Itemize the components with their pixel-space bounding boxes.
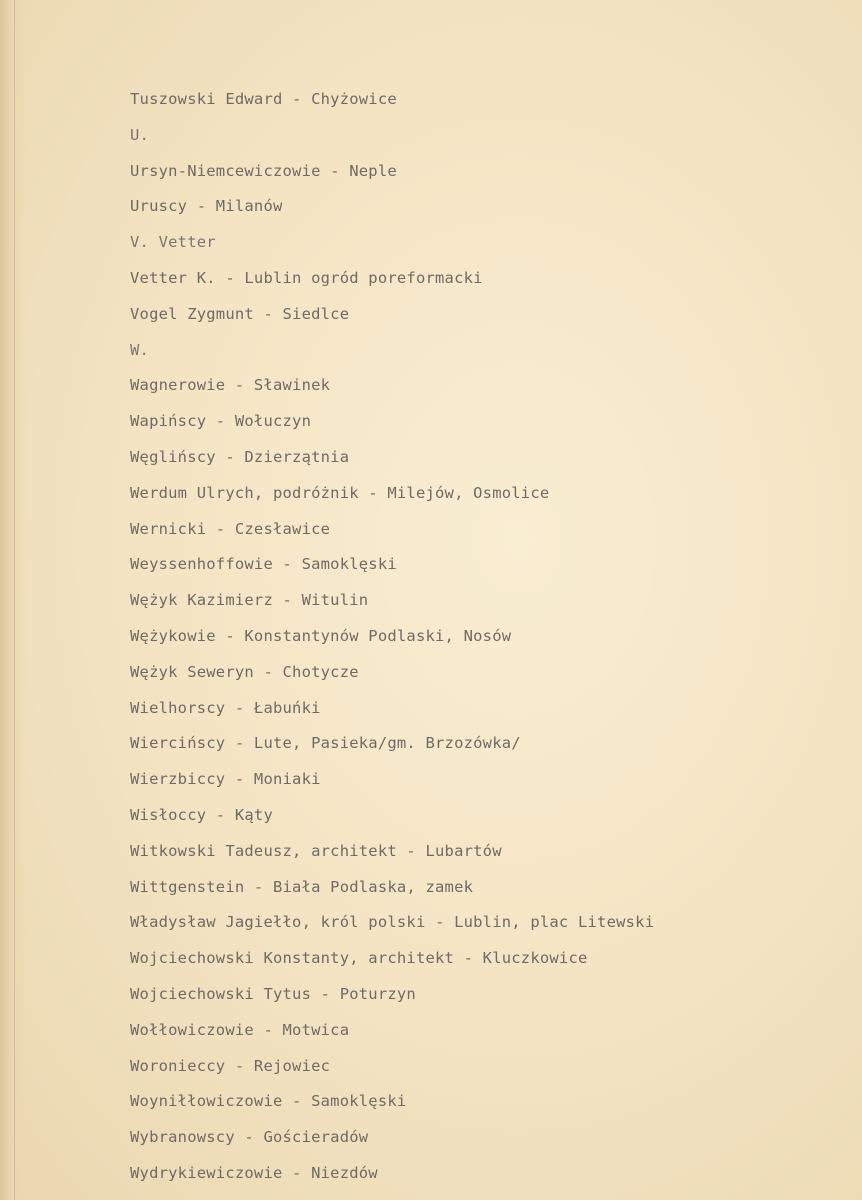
index-entry: Wielhorscy - Łabuńki (130, 698, 321, 717)
index-entry: Wołłowiczowie - Motwica (130, 1020, 350, 1039)
letter-heading: W. (130, 340, 150, 359)
index-entry: Wojciechowski Tytus - Poturzyn (130, 984, 416, 1003)
index-entry: Werdum Ulrych, podróżnik - Milejów, Osmolice (130, 483, 550, 502)
letter-heading: V. Vetter (130, 233, 216, 252)
index-entry: Wydrykiewiczowie - Niezdów (130, 1163, 378, 1182)
index-entry: Wężyk Seweryn - Chotycze (130, 662, 359, 681)
index-entry: Woyniłłowiczowie - Samoklęski (130, 1092, 407, 1111)
index-entry: Vetter K. - Lublin ogród poreformacki (130, 268, 483, 287)
index-entry: Wagnerowie - Sławinek (130, 376, 331, 395)
index-entry: Wierzbiccy - Moniaki (130, 770, 321, 789)
index-entry: Wiercińscy - Lute, Pasieka/gm. Brzozówka/ (130, 734, 521, 753)
index-entry: Węglińscy - Dzierzątnia (130, 447, 350, 466)
index-entry: Tuszowski Edward - Chyżowice (130, 90, 397, 108)
index-entry: Witkowski Tadeusz, architekt - Lubartów (130, 841, 502, 860)
index-entry: Wężyk Kazimierz - Witulin (130, 591, 369, 610)
binding-line (14, 0, 15, 1200)
index-entry: Wapińscy - Wołuczyn (130, 412, 312, 431)
index-entry: Vogel Zygmunt - Siedlce (130, 304, 350, 323)
index-entry: Uruscy - Milanów (130, 197, 283, 216)
index-list (130, 86, 654, 1196)
index-entry: Ursyn-Niemcewiczowie - Neple (130, 161, 397, 180)
letter-heading: U. (130, 125, 150, 144)
index-entry: Wernicki - Czesławice (130, 519, 331, 538)
index-entry: Woronieccy - Rejowiec (130, 1056, 331, 1075)
index-entry: Wisłoccy - Kąty (130, 805, 273, 824)
index-entry: Wężykowie - Konstantynów Podlaski, Nosów (130, 626, 512, 645)
index-entry: Weyssenhoffowie - Samoklęski (130, 555, 397, 574)
index-entry: Wittgenstein - Biała Podlaska, zamek (130, 877, 474, 896)
index-entry: Wybranowscy - Gościeradów (130, 1128, 369, 1147)
index-entry: Wojciechowski Konstanty, architekt - Kluczkowice (130, 949, 588, 968)
index-entry: Władysław Jagiełło, król polski - Lublin, plac Litewski (130, 913, 655, 932)
binding-edge (0, 0, 26, 1200)
